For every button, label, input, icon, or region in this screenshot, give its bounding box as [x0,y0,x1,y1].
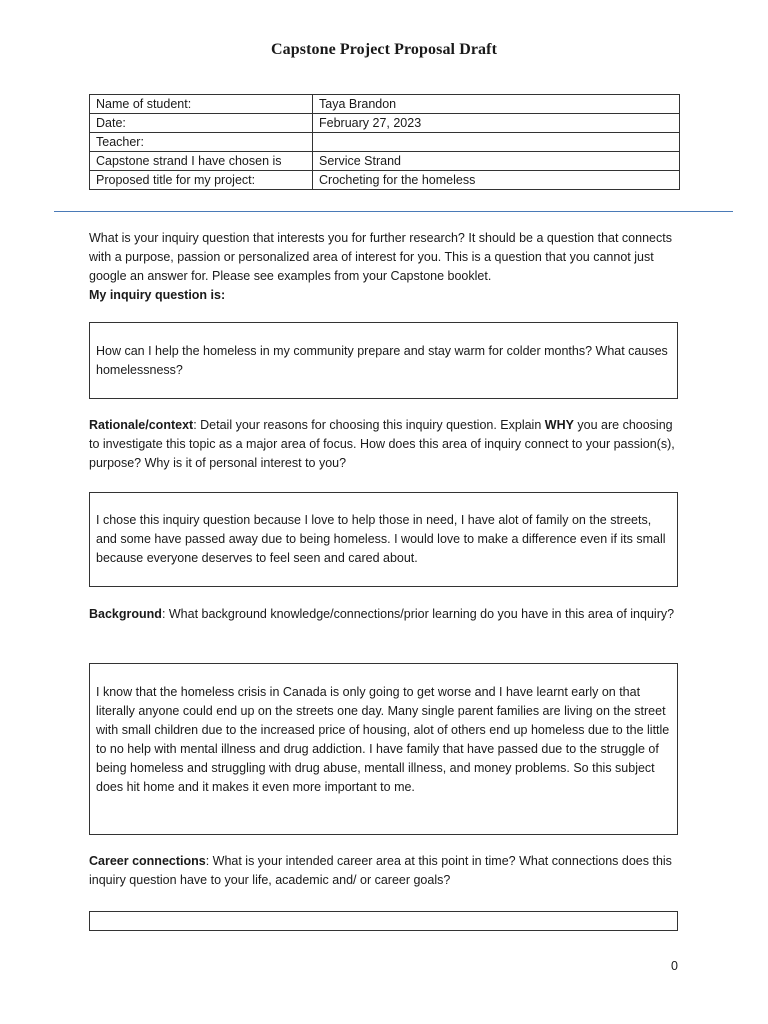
rationale-prompt [89,416,685,473]
inquiry-prompt-text: What is your inquiry question that interests you for further research? It should be a question that connects with a purpose, passion or personalized area of interest for you. This is a question that you cannot just google an answer for. Please see examples from your Capstone booklet. [89,231,672,283]
career-prompt-text: : What is your intended career area at this point in time? What connections does this inquiry question have to your life, academic and/ or career goals? [89,854,672,887]
background-answer-box[interactable] [89,663,678,835]
background-answer: I know that the homeless crisis in Canada is only going to get worse and I have learnt early on that literally anyone could end up on the streets one day. Many single parent families are living on the street with small children due to the increased price of housing, alot of others end up homeless due to the little to no help with mental illness and drug addiction. I have family that have passed due to the struggle of being homeless and struggling with drug abuse, mentall illness, and money problems. So this subject does hit home and it makes it even more important to me. [96,685,670,794]
career-heading: Career connections [89,854,206,868]
inquiry-prompt [89,229,685,305]
strand-value[interactable]: Service Strand [313,152,680,171]
page-title: Capstone Project Proposal Draft [270,41,498,58]
rationale-heading: Rationale/context [89,418,194,432]
strand-label: Capstone strand I have chosen is [90,152,313,171]
project-title-value[interactable]: Crocheting for the homeless [313,171,680,190]
background-prompt-text: : What background knowledge/connections/prior learning do you have in this area of inquiry? [161,607,675,621]
rationale-answer: I chose this inquiry question because I love to help those in need, I have alot of family on the streets, and some have passed away due to being homeless. I would love to make a difference even if its small because everyone deserves to feel seen and cared about. [96,513,666,565]
rationale-prompt-part1: : Detail your reasons for choosing this inquiry question. Explain [193,418,545,432]
date-value[interactable]: February 27, 2023 [313,114,680,133]
project-title-label: Proposed title for my project: [90,171,313,190]
teacher-value[interactable] [313,133,680,152]
table-row [90,152,680,171]
teacher-label: Teacher: [90,133,313,152]
table-row [90,133,680,152]
rationale-prompt-part2: you are choosing to investigate this topic as a major area of focus. How does this area of inquiry connect to your passion(s), purpose? Why is it of personal interest to you? [89,418,675,470]
inquiry-answer-box[interactable] [89,322,678,399]
table-row [90,171,680,190]
table-row [90,95,680,114]
background-prompt [89,605,685,624]
name-label: Name of student: [90,95,313,114]
career-prompt [89,852,685,890]
student-info-table [89,94,680,190]
table-row [90,114,680,133]
career-answer-box[interactable] [89,911,678,931]
rationale-answer-box[interactable] [89,492,678,587]
background-heading: Background [89,607,162,621]
page-number: 0 [671,959,678,973]
section-divider [54,211,733,212]
name-value[interactable]: Taya Brandon [313,95,680,114]
rationale-prompt-bold: WHY [544,418,574,432]
inquiry-answer: How can I help the homeless in my community prepare and stay warm for colder months? What causes homelessness? [96,344,668,377]
inquiry-label: My inquiry question is: [89,288,226,302]
date-label: Date: [90,114,313,133]
